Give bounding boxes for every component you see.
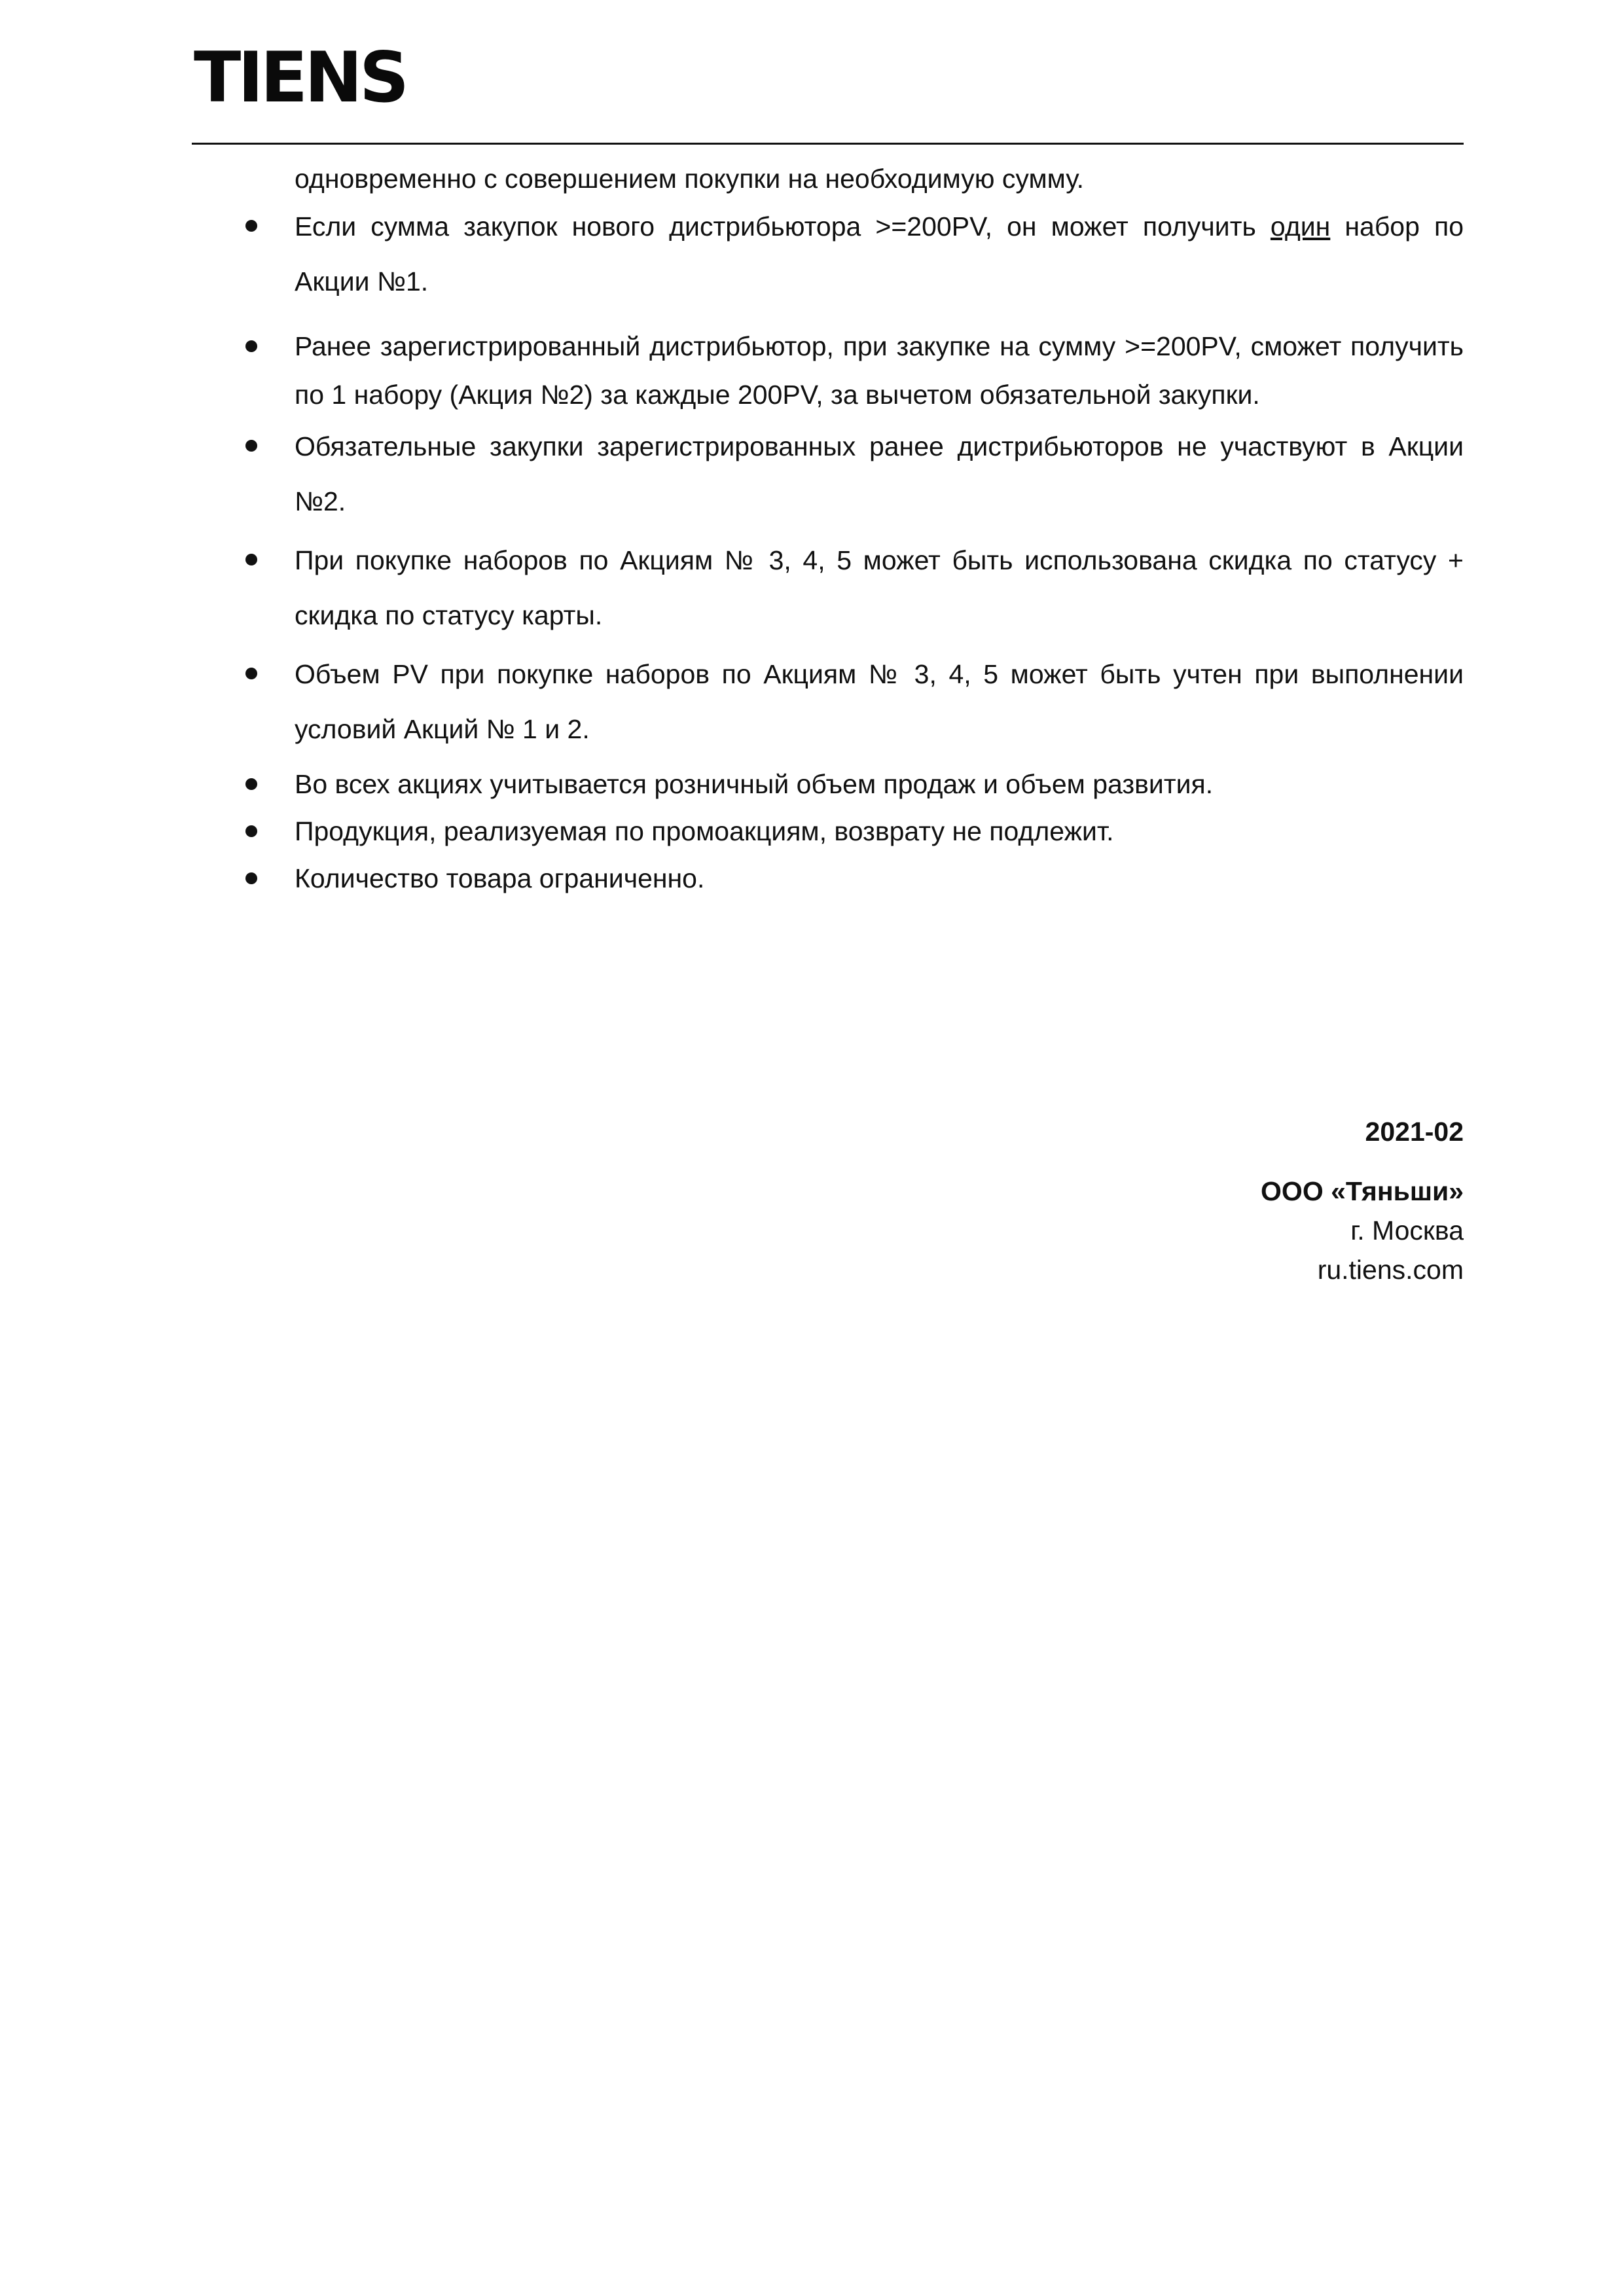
- bullet-icon: [245, 440, 257, 452]
- bullet-icon: [245, 668, 257, 679]
- bullet-icon: [245, 220, 257, 232]
- bullet-icon: [245, 778, 257, 790]
- list-item-text: Во всех акциях учитывается розничный объем продаж и объем развития.: [295, 769, 1214, 799]
- list-item: [295, 419, 1464, 529]
- bullet-icon: [245, 872, 257, 884]
- list-item: [295, 647, 1464, 757]
- bullet-icon: [245, 825, 257, 837]
- list-item-text: Продукция, реализуемая по промоакциям, возврату не подлежит.: [295, 816, 1114, 846]
- list-item-text: Обязательные закупки зарегистрированных ранее дистрибьюторов не участвуют в Акции №2.: [295, 431, 1464, 516]
- list-item-text: Ранее зарегистрированный дистрибьютор, при закупке на сумму >=200PV, сможет получить по 1 набору (Акция №2) за каждые 200PV, за вычетом обязательной закупки.: [295, 331, 1464, 410]
- bullet-icon: [245, 340, 257, 352]
- document-footer: [1261, 1113, 1464, 1289]
- tiens-logo: TIENS: [194, 37, 406, 118]
- list-item-text: Объем PV при покупке наборов по Акциям № 3, 4, 5 может быть учтен при выполнении условий Акций № 1 и 2.: [295, 659, 1464, 744]
- document-date: 2021-02: [1365, 1117, 1464, 1147]
- terms-list: [295, 199, 1464, 902]
- list-item-text: Количество товара ограниченно.: [295, 863, 705, 893]
- company-city: г. Москва: [1350, 1215, 1464, 1246]
- list-item: [295, 761, 1464, 808]
- bullet-icon: [245, 554, 257, 565]
- list-item: [295, 533, 1464, 643]
- company-name: ООО «Тяньши»: [1261, 1176, 1464, 1206]
- list-item: [295, 322, 1464, 419]
- list-item-text-start: Если сумма закупок нового дистрибьютора >=200PV, он может получить: [295, 211, 1271, 242]
- list-item: [295, 808, 1464, 855]
- list-item-text-end: набор по Акции №1.: [295, 211, 1464, 296]
- header-divider: [192, 143, 1464, 145]
- company-website: ru.tiens.com: [1317, 1255, 1464, 1285]
- list-item: [295, 855, 1464, 902]
- continuation-line: одновременно с совершением покупки на необходимую сумму.: [295, 164, 1085, 194]
- list-item-text: При покупке наборов по Акциям № 3, 4, 5 может быть использована скидка по статусу + скидка по статусу карты.: [295, 545, 1464, 630]
- list-item: [295, 199, 1464, 309]
- list-item-underlined-word: один: [1270, 211, 1331, 242]
